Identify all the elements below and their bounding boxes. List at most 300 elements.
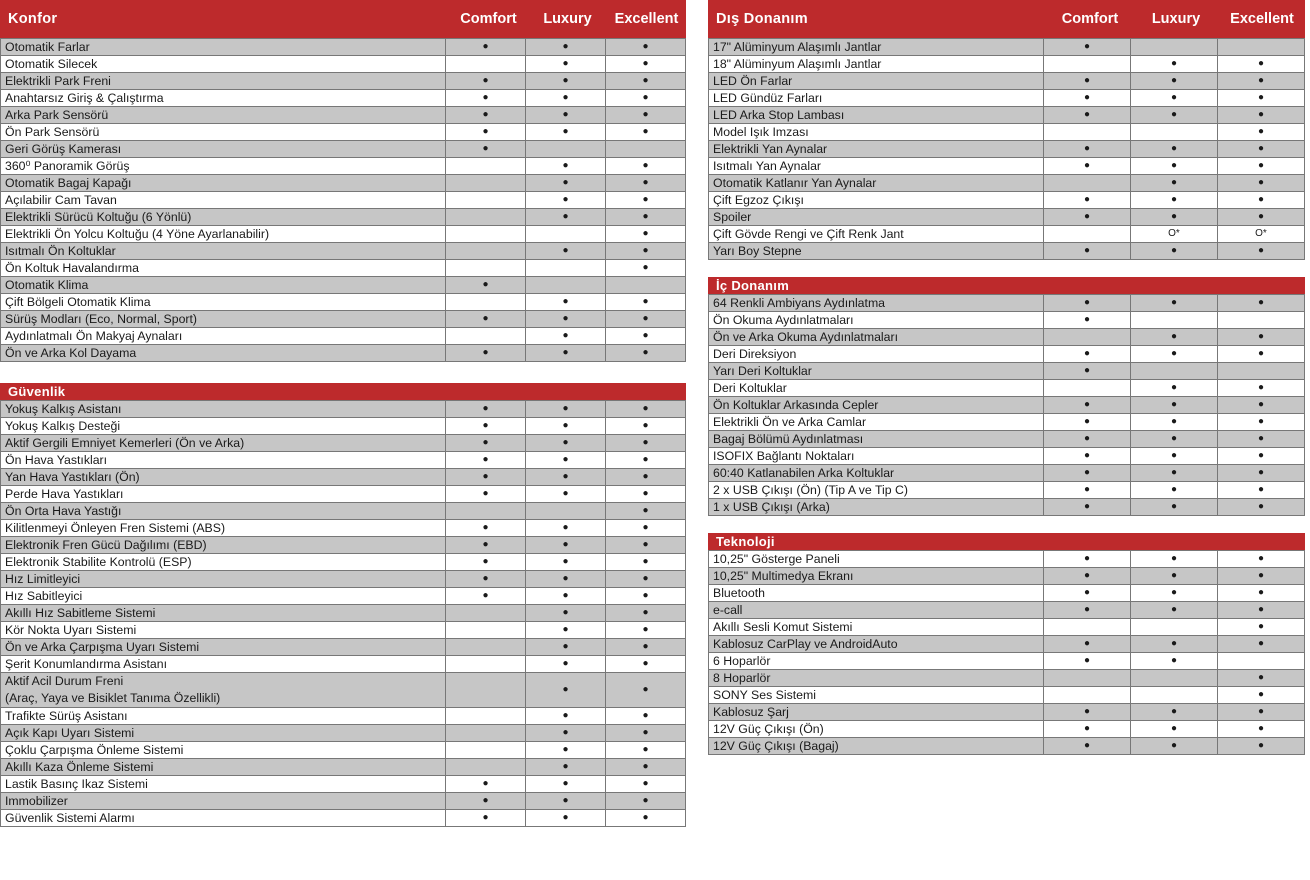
availability-cell-excellent: ● <box>605 90 686 106</box>
availability-cell-excellent: ● <box>1217 90 1305 106</box>
availability-cell-comfort: ● <box>1043 448 1130 464</box>
table-row <box>708 380 1305 397</box>
availability-cell-luxury: ● <box>525 520 605 536</box>
availability-cell-excellent: ● <box>605 708 686 724</box>
feature-label: 60:40 Katlanabilen Arka Koltuklar <box>708 465 1043 481</box>
col-comfort-right: Comfort <box>1061 11 1119 27</box>
feature-label: Elektrikli Park Freni <box>0 73 445 89</box>
feature-label: e-call <box>708 602 1043 618</box>
availability-cell-comfort <box>1043 619 1130 635</box>
feature-label: Isıtmalı Ön Koltuklar <box>0 243 445 259</box>
availability-cell-comfort: ● <box>1043 636 1130 652</box>
availability-cell-luxury: ● <box>525 158 605 174</box>
feature-label: 6 Hoparlör <box>708 653 1043 669</box>
availability-cell-comfort <box>445 243 525 259</box>
availability-cell-excellent: ● <box>605 571 686 587</box>
feature-label: Perde Hava Yastıkları <box>0 486 445 502</box>
table-row <box>708 568 1305 585</box>
table-row <box>708 312 1305 329</box>
availability-cell-comfort: ● <box>1043 653 1130 669</box>
left-column <box>0 0 686 827</box>
table-row <box>708 56 1305 73</box>
availability-cell-comfort: ● <box>445 435 525 451</box>
availability-cell-luxury <box>525 277 605 293</box>
feature-label: 360⁰ Panoramik Görüş <box>0 158 445 174</box>
availability-cell-luxury: ● <box>525 725 605 741</box>
availability-cell-excellent: ● <box>605 73 686 89</box>
availability-cell-luxury: ● <box>525 345 605 361</box>
feature-label: Kablosuz CarPlay ve AndroidAuto <box>708 636 1043 652</box>
table-row <box>0 56 686 73</box>
availability-cell-luxury: ● <box>525 73 605 89</box>
availability-cell-excellent: ● <box>605 469 686 485</box>
availability-cell-comfort: ● <box>1043 465 1130 481</box>
availability-cell-luxury: ● <box>525 554 605 570</box>
availability-cell-comfort: ● <box>445 810 525 826</box>
feature-label: Ön Park Sensörü <box>0 124 445 140</box>
table-row <box>0 277 686 294</box>
table-row <box>0 39 686 56</box>
table-row <box>0 226 686 243</box>
availability-cell-luxury: ● <box>1130 636 1217 652</box>
availability-cell-luxury: ● <box>1130 414 1217 430</box>
availability-cell-comfort: ● <box>1043 312 1130 328</box>
availability-cell-excellent: ● <box>1217 499 1305 515</box>
availability-cell-comfort <box>445 503 525 519</box>
table-row <box>0 588 686 605</box>
table-row <box>0 345 686 362</box>
availability-cell-comfort <box>445 639 525 655</box>
feature-label: Ön Orta Hava Yastığı <box>0 503 445 519</box>
feature-label: Model Işık Imzası <box>708 124 1043 140</box>
availability-cell-comfort <box>445 742 525 758</box>
availability-cell-luxury: ● <box>1130 192 1217 208</box>
availability-cell-comfort: ● <box>445 141 525 157</box>
table-row <box>708 90 1305 107</box>
feature-label: Isıtmalı Yan Aynalar <box>708 158 1043 174</box>
feature-label: Sürüş Modları (Eco, Normal, Sport) <box>0 311 445 327</box>
feature-label: 2 x USB Çıkışı (Ön) (Tip A ve Tip C) <box>708 482 1043 498</box>
availability-cell-excellent: ● <box>605 56 686 72</box>
availability-cell-excellent: ● <box>605 742 686 758</box>
availability-cell-luxury: ● <box>525 192 605 208</box>
availability-cell-luxury: ● <box>525 742 605 758</box>
availability-cell-comfort <box>445 226 525 242</box>
availability-cell-comfort: ● <box>445 124 525 140</box>
availability-cell-luxury: ● <box>525 107 605 123</box>
availability-cell-excellent: ● <box>1217 704 1305 720</box>
availability-cell-luxury: ● <box>1130 56 1217 72</box>
availability-cell-luxury: ● <box>525 639 605 655</box>
availability-cell-excellent: ● <box>605 107 686 123</box>
table-row <box>0 571 686 588</box>
availability-cell-comfort: ● <box>445 776 525 792</box>
table-row <box>708 226 1305 243</box>
availability-cell-luxury: ● <box>525 90 605 106</box>
availability-cell-luxury <box>1130 687 1217 703</box>
col-excellent-right: Excellent <box>1230 11 1294 27</box>
table-row <box>708 414 1305 431</box>
konfor-table <box>0 38 686 362</box>
tek-title: Teknoloji <box>708 533 1305 550</box>
feature-label: SONY Ses Sistemi <box>708 687 1043 703</box>
feature-label: Otomatik Farlar <box>0 39 445 55</box>
feature-label: Elektronik Fren Gücü Dağılımı (EBD) <box>0 537 445 553</box>
table-row <box>0 742 686 759</box>
table-row <box>0 554 686 571</box>
availability-cell-comfort <box>1043 124 1130 140</box>
availability-cell-comfort: ● <box>445 486 525 502</box>
availability-cell-comfort: ● <box>445 401 525 417</box>
availability-cell-luxury: ● <box>1130 295 1217 311</box>
table-row <box>708 363 1305 380</box>
availability-cell-luxury: ● <box>525 708 605 724</box>
availability-cell-luxury: ● <box>525 793 605 809</box>
availability-cell-luxury: ● <box>1130 243 1217 259</box>
availability-cell-comfort: ● <box>1043 704 1130 720</box>
table-row <box>0 469 686 486</box>
table-row <box>708 551 1305 568</box>
table-row <box>0 605 686 622</box>
availability-cell-excellent: ● <box>1217 397 1305 413</box>
table-row <box>708 619 1305 636</box>
table-row <box>0 639 686 656</box>
availability-cell-excellent: ● <box>605 39 686 55</box>
table-row <box>0 673 686 708</box>
availability-cell-comfort <box>1043 226 1130 242</box>
availability-cell-luxury: ● <box>525 486 605 502</box>
table-row <box>0 486 686 503</box>
table-row <box>0 124 686 141</box>
availability-cell-comfort <box>1043 380 1130 396</box>
feature-label <box>0 673 445 707</box>
feature-label: Lastik Basınç Ikaz Sistemi <box>0 776 445 792</box>
availability-cell-comfort: ● <box>1043 431 1130 447</box>
table-row <box>708 653 1305 670</box>
availability-cell-excellent: ● <box>605 656 686 672</box>
feature-label: Kilitlenmeyi Önleyen Fren Sistemi (ABS) <box>0 520 445 536</box>
availability-cell-comfort <box>445 209 525 225</box>
availability-cell-comfort: ● <box>1043 414 1130 430</box>
table-row <box>0 810 686 827</box>
availability-cell-comfort: ● <box>1043 192 1130 208</box>
konfor-header <box>0 0 686 38</box>
availability-cell-comfort: ● <box>1043 602 1130 618</box>
availability-cell-comfort: ● <box>445 311 525 327</box>
availability-cell-comfort: ● <box>445 452 525 468</box>
availability-cell-excellent: ● <box>605 520 686 536</box>
availability-cell-comfort <box>445 158 525 174</box>
availability-cell-excellent: ● <box>1217 619 1305 635</box>
feature-label: 64 Renkli Ambiyans Aydınlatma <box>708 295 1043 311</box>
availability-cell-luxury: ● <box>1130 704 1217 720</box>
feature-label: Kablosuz Şarj <box>708 704 1043 720</box>
table-row <box>708 499 1305 516</box>
col-comfort: Comfort <box>460 11 517 27</box>
availability-cell-luxury: ● <box>1130 738 1217 754</box>
table-row <box>708 636 1305 653</box>
feature-label: Elektrikli Yan Aynalar <box>708 141 1043 157</box>
feature-label: Spoiler <box>708 209 1043 225</box>
guvenlik-title: Güvenlik <box>0 383 686 400</box>
availability-cell-comfort <box>445 656 525 672</box>
availability-cell-excellent: ● <box>1217 209 1305 225</box>
availability-cell-luxury <box>1130 619 1217 635</box>
availability-cell-excellent: ● <box>605 759 686 775</box>
availability-cell-excellent: ● <box>605 537 686 553</box>
table-row <box>708 585 1305 602</box>
guvenlik-table <box>0 400 686 827</box>
availability-cell-excellent: ● <box>605 776 686 792</box>
availability-cell-luxury: ● <box>1130 568 1217 584</box>
availability-cell-luxury: ● <box>525 537 605 553</box>
availability-cell-comfort: ● <box>1043 243 1130 259</box>
feature-label: Ön ve Arka Kol Dayama <box>0 345 445 361</box>
availability-cell-luxury <box>525 226 605 242</box>
feature-label: Yokuş Kalkış Desteği <box>0 418 445 434</box>
dis-header <box>708 0 1305 38</box>
availability-cell-excellent: ● <box>1217 192 1305 208</box>
availability-cell-luxury <box>1130 124 1217 140</box>
feature-label: Elektrikli Ön ve Arka Camlar <box>708 414 1043 430</box>
col-luxury-right: Luxury <box>1151 11 1201 27</box>
table-row <box>708 329 1305 346</box>
availability-cell-comfort: ● <box>445 469 525 485</box>
feature-label: 1 x USB Çıkışı (Arka) <box>708 499 1043 515</box>
table-row <box>0 107 686 124</box>
feature-label: Elektrikli Ön Yolcu Koltuğu (4 Yöne Ayarlanabilir) <box>0 226 445 242</box>
availability-cell-comfort: ● <box>1043 39 1130 55</box>
availability-cell-excellent: ● <box>1217 585 1305 601</box>
availability-cell-luxury <box>525 141 605 157</box>
feature-label: Ön Koltuklar Arkasında Cepler <box>708 397 1043 413</box>
availability-cell-luxury: ● <box>525 452 605 468</box>
availability-cell-excellent: ● <box>605 622 686 638</box>
availability-cell-luxury: ● <box>525 571 605 587</box>
availability-cell-excellent: ● <box>1217 107 1305 123</box>
col-luxury: Luxury <box>543 11 592 27</box>
table-row <box>708 465 1305 482</box>
availability-cell-luxury: ● <box>1130 602 1217 618</box>
table-row <box>708 141 1305 158</box>
availability-cell-comfort: ● <box>445 588 525 604</box>
availability-cell-excellent: ● <box>1217 636 1305 652</box>
feature-label: 10,25" Multimedya Ekranı <box>708 568 1043 584</box>
table-row <box>708 39 1305 56</box>
availability-cell-excellent: ● <box>605 124 686 140</box>
availability-cell-comfort <box>445 605 525 621</box>
availability-cell-luxury: ● <box>525 401 605 417</box>
availability-cell-luxury: ● <box>525 656 605 672</box>
table-row <box>708 704 1305 721</box>
availability-cell-excellent: ● <box>605 192 686 208</box>
availability-cell-comfort <box>445 294 525 310</box>
availability-cell-excellent: ● <box>1217 380 1305 396</box>
availability-cell-luxury: ● <box>1130 431 1217 447</box>
availability-cell-comfort: ● <box>445 345 525 361</box>
availability-cell-luxury: ● <box>1130 90 1217 106</box>
table-row <box>708 687 1305 704</box>
table-row <box>0 537 686 554</box>
table-row <box>708 431 1305 448</box>
availability-cell-comfort: ● <box>1043 295 1130 311</box>
availability-cell-comfort <box>445 328 525 344</box>
availability-cell-excellent: ● <box>1217 687 1305 703</box>
availability-cell-luxury: ● <box>525 294 605 310</box>
ic-title: İç Donanım <box>708 277 1305 294</box>
feature-label: Deri Direksiyon <box>708 346 1043 362</box>
availability-cell-excellent: ● <box>1217 431 1305 447</box>
availability-cell-excellent: ● <box>605 294 686 310</box>
feature-label: Otomatik Katlanır Yan Aynalar <box>708 175 1043 191</box>
availability-cell-luxury: ● <box>1130 585 1217 601</box>
col-excellent: Excellent <box>614 11 679 27</box>
availability-cell-excellent: ● <box>1217 551 1305 567</box>
feature-label: Elektrikli Sürücü Koltuğu (6 Yönlü) <box>0 209 445 225</box>
table-row <box>0 328 686 345</box>
availability-cell-comfort <box>1043 687 1130 703</box>
availability-cell-excellent: ● <box>605 418 686 434</box>
availability-cell-comfort: ● <box>1043 107 1130 123</box>
feature-label: Trafikte Sürüş Asistanı <box>0 708 445 724</box>
ic-table <box>708 294 1305 516</box>
availability-cell-excellent <box>1217 39 1305 55</box>
feature-label: Açılabilir Cam Tavan <box>0 192 445 208</box>
availability-cell-excellent: ● <box>605 725 686 741</box>
table-row <box>0 141 686 158</box>
availability-cell-comfort: ● <box>1043 721 1130 737</box>
feature-label: Hız Sabitleyici <box>0 588 445 604</box>
availability-cell-luxury: ● <box>525 56 605 72</box>
availability-cell-comfort <box>445 622 525 638</box>
table-row <box>708 243 1305 260</box>
availability-cell-excellent <box>605 141 686 157</box>
availability-cell-luxury: ● <box>1130 499 1217 515</box>
availability-cell-excellent: ● <box>1217 141 1305 157</box>
availability-cell-excellent: ● <box>605 503 686 519</box>
availability-cell-luxury: ● <box>1130 158 1217 174</box>
availability-cell-excellent: ● <box>605 673 686 707</box>
availability-cell-luxury: ● <box>1130 175 1217 191</box>
table-row <box>708 738 1305 755</box>
availability-cell-excellent: ● <box>605 175 686 191</box>
availability-cell-excellent: ● <box>1217 346 1305 362</box>
availability-cell-comfort: ● <box>445 537 525 553</box>
table-row <box>708 482 1305 499</box>
availability-cell-comfort: ● <box>1043 158 1130 174</box>
availability-cell-comfort: ● <box>445 277 525 293</box>
availability-cell-luxury: ● <box>525 810 605 826</box>
table-row <box>0 708 686 725</box>
feature-label: Aydınlatmalı Ön Makyaj Aynaları <box>0 328 445 344</box>
availability-cell-excellent: ● <box>605 209 686 225</box>
table-row <box>0 260 686 277</box>
availability-cell-excellent <box>1217 312 1305 328</box>
availability-cell-excellent: ● <box>1217 738 1305 754</box>
feature-label: Çift Egzoz Çıkışı <box>708 192 1043 208</box>
feature-label: Ön ve Arka Okuma Aydınlatmaları <box>708 329 1043 345</box>
availability-cell-luxury: ● <box>1130 141 1217 157</box>
table-row <box>708 448 1305 465</box>
availability-cell-luxury: ● <box>525 243 605 259</box>
availability-cell-luxury: ● <box>525 469 605 485</box>
feature-label: Yokuş Kalkış Asistanı <box>0 401 445 417</box>
table-row <box>0 243 686 260</box>
availability-cell-comfort <box>1043 175 1130 191</box>
table-row <box>0 294 686 311</box>
availability-cell-luxury: ● <box>525 311 605 327</box>
availability-cell-luxury: ● <box>525 39 605 55</box>
availability-cell-comfort: ● <box>1043 499 1130 515</box>
feature-label: Çift Bölgeli Otomatik Klima <box>0 294 445 310</box>
table-row <box>0 311 686 328</box>
availability-cell-luxury <box>1130 39 1217 55</box>
availability-cell-comfort <box>1043 670 1130 686</box>
table-row <box>0 401 686 418</box>
availability-cell-excellent <box>1217 363 1305 379</box>
availability-cell-excellent: ● <box>605 588 686 604</box>
table-row <box>708 192 1305 209</box>
availability-cell-luxury: ● <box>1130 380 1217 396</box>
table-row <box>708 124 1305 141</box>
availability-cell-luxury: ● <box>1130 346 1217 362</box>
availability-cell-comfort: ● <box>1043 551 1130 567</box>
feature-label: Hız Limitleyici <box>0 571 445 587</box>
table-row <box>0 793 686 810</box>
availability-cell-luxury: ● <box>1130 482 1217 498</box>
feature-label-line1: Aktif Acil Durum Freni <box>5 674 124 688</box>
table-row <box>708 107 1305 124</box>
availability-cell-excellent: ● <box>1217 243 1305 259</box>
availability-cell-luxury: ● <box>525 418 605 434</box>
feature-label: Çift Gövde Rengi ve Çift Renk Jant <box>708 226 1043 242</box>
availability-cell-comfort: ● <box>1043 90 1130 106</box>
availability-cell-luxury <box>1130 312 1217 328</box>
feature-label: Deri Koltuklar <box>708 380 1043 396</box>
availability-cell-excellent: ● <box>1217 602 1305 618</box>
feature-label: Yarı Deri Koltuklar <box>708 363 1043 379</box>
availability-cell-luxury: O* <box>1130 226 1217 242</box>
availability-cell-comfort: ● <box>445 571 525 587</box>
feature-label: Bagaj Bölümü Aydınlatması <box>708 431 1043 447</box>
feature-label: Otomatik Klima <box>0 277 445 293</box>
feature-label: Güvenlik Sistemi Alarmı <box>0 810 445 826</box>
feature-label: 12V Güç Çıkışı (Bagaj) <box>708 738 1043 754</box>
availability-cell-comfort <box>445 725 525 741</box>
table-row <box>0 73 686 90</box>
table-row <box>708 721 1305 738</box>
table-row <box>708 295 1305 312</box>
availability-cell-excellent: ● <box>605 793 686 809</box>
availability-cell-excellent: ● <box>1217 414 1305 430</box>
availability-cell-comfort: ● <box>445 793 525 809</box>
feature-label: LED Ön Farlar <box>708 73 1043 89</box>
availability-cell-excellent: ● <box>1217 73 1305 89</box>
table-row <box>0 175 686 192</box>
table-row <box>0 90 686 107</box>
feature-label: Akıllı Sesli Komut Sistemi <box>708 619 1043 635</box>
availability-cell-excellent: ● <box>1217 56 1305 72</box>
feature-label: Yarı Boy Stepne <box>708 243 1043 259</box>
availability-cell-excellent: ● <box>1217 124 1305 140</box>
availability-cell-comfort: ● <box>1043 73 1130 89</box>
table-row <box>708 346 1305 363</box>
konfor-title: Konfor <box>8 11 58 27</box>
table-row <box>0 452 686 469</box>
availability-cell-comfort: ● <box>1043 738 1130 754</box>
availability-cell-comfort <box>445 708 525 724</box>
availability-cell-luxury: ● <box>1130 653 1217 669</box>
